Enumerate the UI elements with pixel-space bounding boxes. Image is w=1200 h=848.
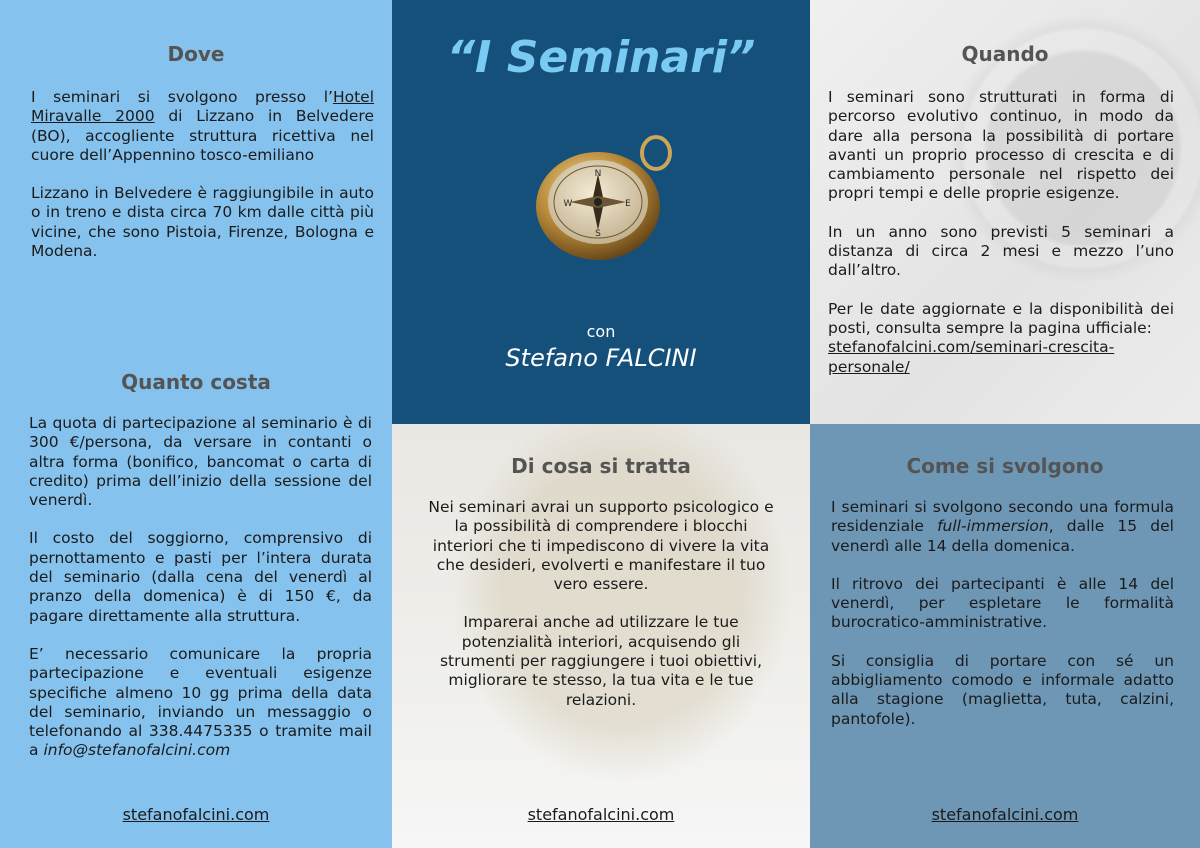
costo-text bbox=[29, 414, 372, 780]
panel-quando bbox=[810, 0, 1200, 424]
costo-p3-pre: E’ necessario comunicare la propria partecipazione e eventuali esigenze specifiche almeno 10 gg prima della data del seminario, inviando un messaggio o telefonando al 338.4475335 o tramite mail a bbox=[29, 644, 372, 760]
cover-author: Stefano FALCINI bbox=[505, 344, 697, 372]
cover-con: con bbox=[586, 322, 616, 341]
dove-paragraph-2: Lizzano in Belvedere è raggiungibile in auto o in treno e dista circa 70 km dalle città più vicine, che sono Pistoia, Firenze, Bologna e Modena. bbox=[31, 184, 374, 261]
dove-paragraph-1 bbox=[31, 88, 374, 165]
tratta-paragraph-2: Imparerai anche ad utilizzare le tue potenzialità interiori, acquisendo gli strumenti per raggiungere i tuoi obiettivi, migliorare te stesso, la tua vita e le tue relazioni. bbox=[439, 613, 763, 709]
svolgono-p1-post: , dalle 15 del venerdì alle 14 della domenica. bbox=[831, 517, 1174, 555]
heading-quando: Quando bbox=[961, 42, 1049, 66]
quando-paragraph-1: I seminari sono strutturati in forma di percorso evolutivo continuo, in modo da dare alla persona la possibilità di portare avanti un proprio processo di crescita e di cambiamento personale nel rispetto dei propri tempi e delle proprie esigenze. bbox=[828, 88, 1174, 203]
heading-dove: Dove bbox=[167, 42, 225, 66]
heading-come-si-svolgono: Come si svolgono bbox=[906, 454, 1104, 478]
panel-dove-costo bbox=[0, 0, 392, 848]
footer-link-right[interactable]: stefanofalcini.com bbox=[931, 805, 1079, 824]
footer-link-center[interactable]: stefanofalcini.com bbox=[527, 805, 675, 824]
svolgono-text bbox=[831, 498, 1174, 748]
quando-paragraph-2: In un anno sono previsti 5 seminari a distanza di circa 2 mesi e mezzo l’uno dall’altro. bbox=[828, 222, 1174, 280]
cover-title: “I Seminari” bbox=[446, 32, 756, 83]
svolgono-paragraph-1 bbox=[831, 498, 1174, 556]
svolgono-p1-pre: I seminari si svolgono secondo una formula residenziale bbox=[831, 498, 1174, 536]
svolgono-paragraph-3: Si consiglia di portare con sé un abbigliamento comodo e informale adatto alla stagione (maglietta, tuta, calzini, pantofole). bbox=[831, 651, 1174, 728]
compass-icon bbox=[536, 128, 676, 268]
svolgono-paragraph-2: Il ritrovo dei partecipanti è alle 14 del venerdì, per espletare le formalità burocratico-amministrative. bbox=[831, 574, 1174, 632]
svg-text:E: E bbox=[625, 199, 631, 209]
svg-text:N: N bbox=[594, 169, 602, 179]
footer-link-left[interactable]: stefanofalcini.com bbox=[122, 805, 270, 824]
full-immersion-text: full-immersion bbox=[937, 517, 1049, 536]
costo-paragraph-1: La quota di partecipazione al seminario è di 300 €/persona, da versare in contanti o altra forma (bonifico, bancomat o carta di credito) prima dell’inizio della sessione del venerdì. bbox=[29, 414, 372, 510]
dove-p1-pre: I seminari si svolgono presso l’ bbox=[31, 88, 333, 106]
costo-paragraph-3 bbox=[29, 645, 372, 761]
heading-di-cosa-si-tratta: Di cosa si tratta bbox=[511, 454, 691, 478]
costo-paragraph-2: Il costo del soggiorno, comprensivo di pernottamento e pasti per l’intera durata del seminario (dalla cena del venerdì al pranzo della domenica) è di 150 €, da pagare direttamente alla struttura. bbox=[29, 529, 372, 625]
email-link[interactable]: info@stefanofalcini.com bbox=[43, 741, 231, 760]
panel-come-si-svolgono bbox=[810, 424, 1200, 848]
dove-p1-post: di Lizzano in Belvedere (BO), accogliente struttura ricettiva nel cuore dell’Appennino tosco-emiliano bbox=[31, 107, 374, 164]
panel-di-cosa-si-tratta bbox=[392, 424, 810, 848]
svg-text:W: W bbox=[563, 199, 573, 209]
tratta-paragraph-1: Nei seminari avrai un supporto psicologico e la possibilità di comprendere i blocchi interiori che ti impediscono di vivere la vita che desideri, evolverti e manifestare il tuo vero essere. bbox=[428, 498, 774, 594]
svg-text:S: S bbox=[595, 229, 601, 239]
dove-text bbox=[31, 88, 374, 280]
tratta-text bbox=[428, 498, 774, 729]
quando-paragraph-3: Per le date aggiornate e la disponibilità dei posti, consulta sempre la pagina ufficiale: bbox=[828, 299, 1174, 337]
heading-quanto-costa: Quanto costa bbox=[121, 370, 271, 394]
hotel-link[interactable]: Hotel Miravalle 2000 bbox=[31, 88, 374, 126]
quando-text bbox=[828, 88, 1174, 396]
seminari-link[interactable]: stefanofalcini.com/seminari-crescita-personale/ bbox=[828, 338, 1115, 376]
